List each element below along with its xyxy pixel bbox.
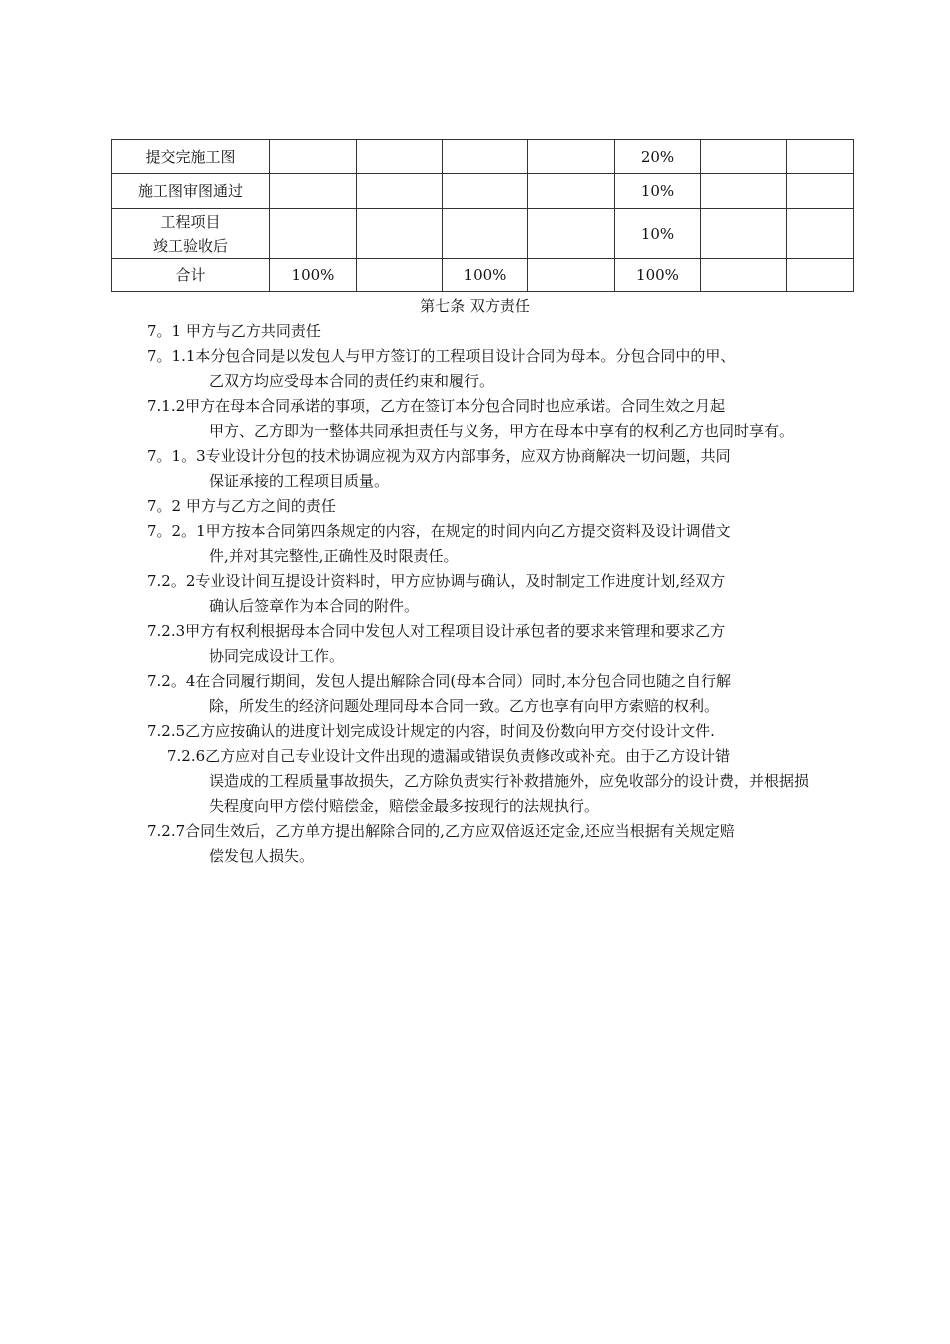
table-cell — [787, 259, 854, 292]
table-cell — [528, 209, 615, 259]
clause-number: 7。2。1 — [147, 522, 206, 540]
table-cell — [357, 259, 443, 292]
clause-continuation: 除，所发生的经济问题处理同母本合同一致。乙方也享有向甲方索赔的权利。 — [209, 697, 720, 715]
clause-text: 专业设计分包的技术协调应视为双方内部事务，应双方协商解决一切问题，共同 — [205, 447, 731, 465]
clause-7-2-1 — [147, 519, 817, 569]
table-cell — [528, 140, 615, 174]
clause-number: 7.2。2 — [147, 572, 196, 590]
row-label-line: 竣工验收后 — [152, 236, 228, 255]
clause-7-2-6 — [147, 744, 817, 819]
clause-continuation: 乙双方均应受母本合同的责任约束和履行。 — [209, 372, 495, 390]
clause-continuation: 偿发包人损失。 — [209, 847, 315, 865]
table-cell — [357, 209, 443, 259]
clause-text: 甲方与乙方共同责任 — [181, 322, 321, 340]
clause-continuation: 误造成的工程质量事故损失，乙方除负责实行补救措施外，应免收部分的设计费，并根据损失程度向甲方偿付赔偿金，赔偿金最多按现行的法规执行。 — [209, 772, 810, 815]
clause-7-2 — [147, 494, 817, 519]
table-row — [112, 259, 854, 292]
table-cell — [787, 209, 854, 259]
table-cell — [443, 209, 528, 259]
clause-number: 7。1 — [147, 322, 182, 340]
clause-list — [147, 319, 817, 869]
table-cell — [270, 174, 357, 209]
row-label: 合计 — [112, 259, 270, 292]
table-cell — [528, 174, 615, 209]
clause-number: 7。2 — [147, 497, 182, 515]
clause-7-2-3 — [147, 619, 817, 669]
table-row — [112, 174, 854, 209]
clause-7-1-3 — [147, 444, 817, 494]
table-cell: 100% — [615, 259, 701, 292]
clause-7-2-5 — [147, 719, 817, 744]
clause-number: 7。1。3 — [147, 447, 206, 465]
clause-number: 7.2.6 — [167, 747, 206, 765]
clause-number: 7.2.5 — [147, 722, 186, 740]
clause-text: 甲方按本合同第四条规定的内容，在规定的时间内向乙方提交资料及设计调借文 — [205, 522, 731, 540]
clause-number: 7.2。4 — [147, 672, 196, 690]
article-title: 第七条 双方责任 — [420, 297, 530, 315]
table-cell — [701, 140, 787, 174]
table-cell: 100% — [443, 259, 528, 292]
table-row — [112, 140, 854, 174]
clause-text: 本分包合同是以发包人与甲方签订的工程项目设计合同为母本。分包合同中的甲、 — [195, 347, 736, 365]
table-cell — [357, 140, 443, 174]
clause-text: 甲方与乙方之间的责任 — [181, 497, 336, 515]
payment-schedule-table — [111, 139, 854, 292]
table-cell — [443, 140, 528, 174]
table-cell — [701, 259, 787, 292]
clause-continuation: 甲方、乙方即为一整体共同承担责任与义务，甲方在母本中享有的权利乙方也同时享有。 — [209, 422, 795, 440]
table-cell — [270, 209, 357, 259]
clause-continuation: 件,并对其完整性,正确性及时限责任。 — [209, 547, 459, 565]
clause-number: 7.2.3 — [147, 622, 186, 640]
table-cell — [443, 174, 528, 209]
clause-text: 乙方应按确认的进度计划完成设计规定的内容，时间及份数向甲方交付设计文件. — [185, 722, 715, 740]
clause-7-1-1 — [147, 344, 817, 394]
table-row — [112, 209, 854, 259]
row-label-line: 工程项目 — [160, 212, 221, 231]
clause-7-1-2 — [147, 394, 817, 444]
clause-7-1 — [147, 319, 817, 344]
clause-7-2-2 — [147, 569, 817, 619]
table-cell: 10% — [615, 209, 701, 259]
clause-number: 7.2.7 — [147, 822, 186, 840]
clause-7-2-4 — [147, 669, 817, 719]
table-cell — [701, 174, 787, 209]
table-cell — [701, 209, 787, 259]
clause-continuation: 保证承接的工程项目质量。 — [209, 472, 390, 490]
row-label: 施工图审图通过 — [112, 174, 270, 209]
clause-text: 在合同履行期间，发包人提出解除合同(母本合同）同时,本分包合同也随之自行解 — [195, 672, 732, 690]
table-cell — [528, 259, 615, 292]
clause-text: 专业设计间互提设计资料时，甲方应协调与确认，及时制定工作进度计划,经双方 — [195, 572, 726, 590]
clause-7-2-7 — [147, 819, 817, 869]
clause-number: 7.1.2 — [147, 397, 186, 415]
clause-continuation: 协同完成设计工作。 — [209, 647, 345, 665]
clause-text: 甲方有权利根据母本合同中发包人对工程项目设计承包者的要求来管理和要求乙方 — [185, 622, 726, 640]
table-cell: 10% — [615, 174, 701, 209]
table-cell — [357, 174, 443, 209]
clause-text: 乙方应对自己专业设计文件出现的遗漏或错误负责修改或补充。由于乙方设计错 — [205, 747, 731, 765]
clause-number: 7。1.1 — [147, 347, 196, 365]
row-label — [112, 209, 270, 259]
clause-continuation: 确认后签章作为本合同的附件。 — [209, 597, 420, 615]
table-cell — [787, 174, 854, 209]
table-cell: 20% — [615, 140, 701, 174]
table-cell — [787, 140, 854, 174]
table-cell: 100% — [270, 259, 357, 292]
clause-text: 甲方在母本合同承诺的事项，乙方在签订本分包合同时也应承诺。合同生效之月起 — [185, 397, 726, 415]
row-label: 提交完施工图 — [112, 140, 270, 174]
table-cell — [270, 140, 357, 174]
clause-text: 合同生效后，乙方单方提出解除合同的,乙方应双倍返还定金,还应当根据有关规定赔 — [185, 822, 735, 840]
